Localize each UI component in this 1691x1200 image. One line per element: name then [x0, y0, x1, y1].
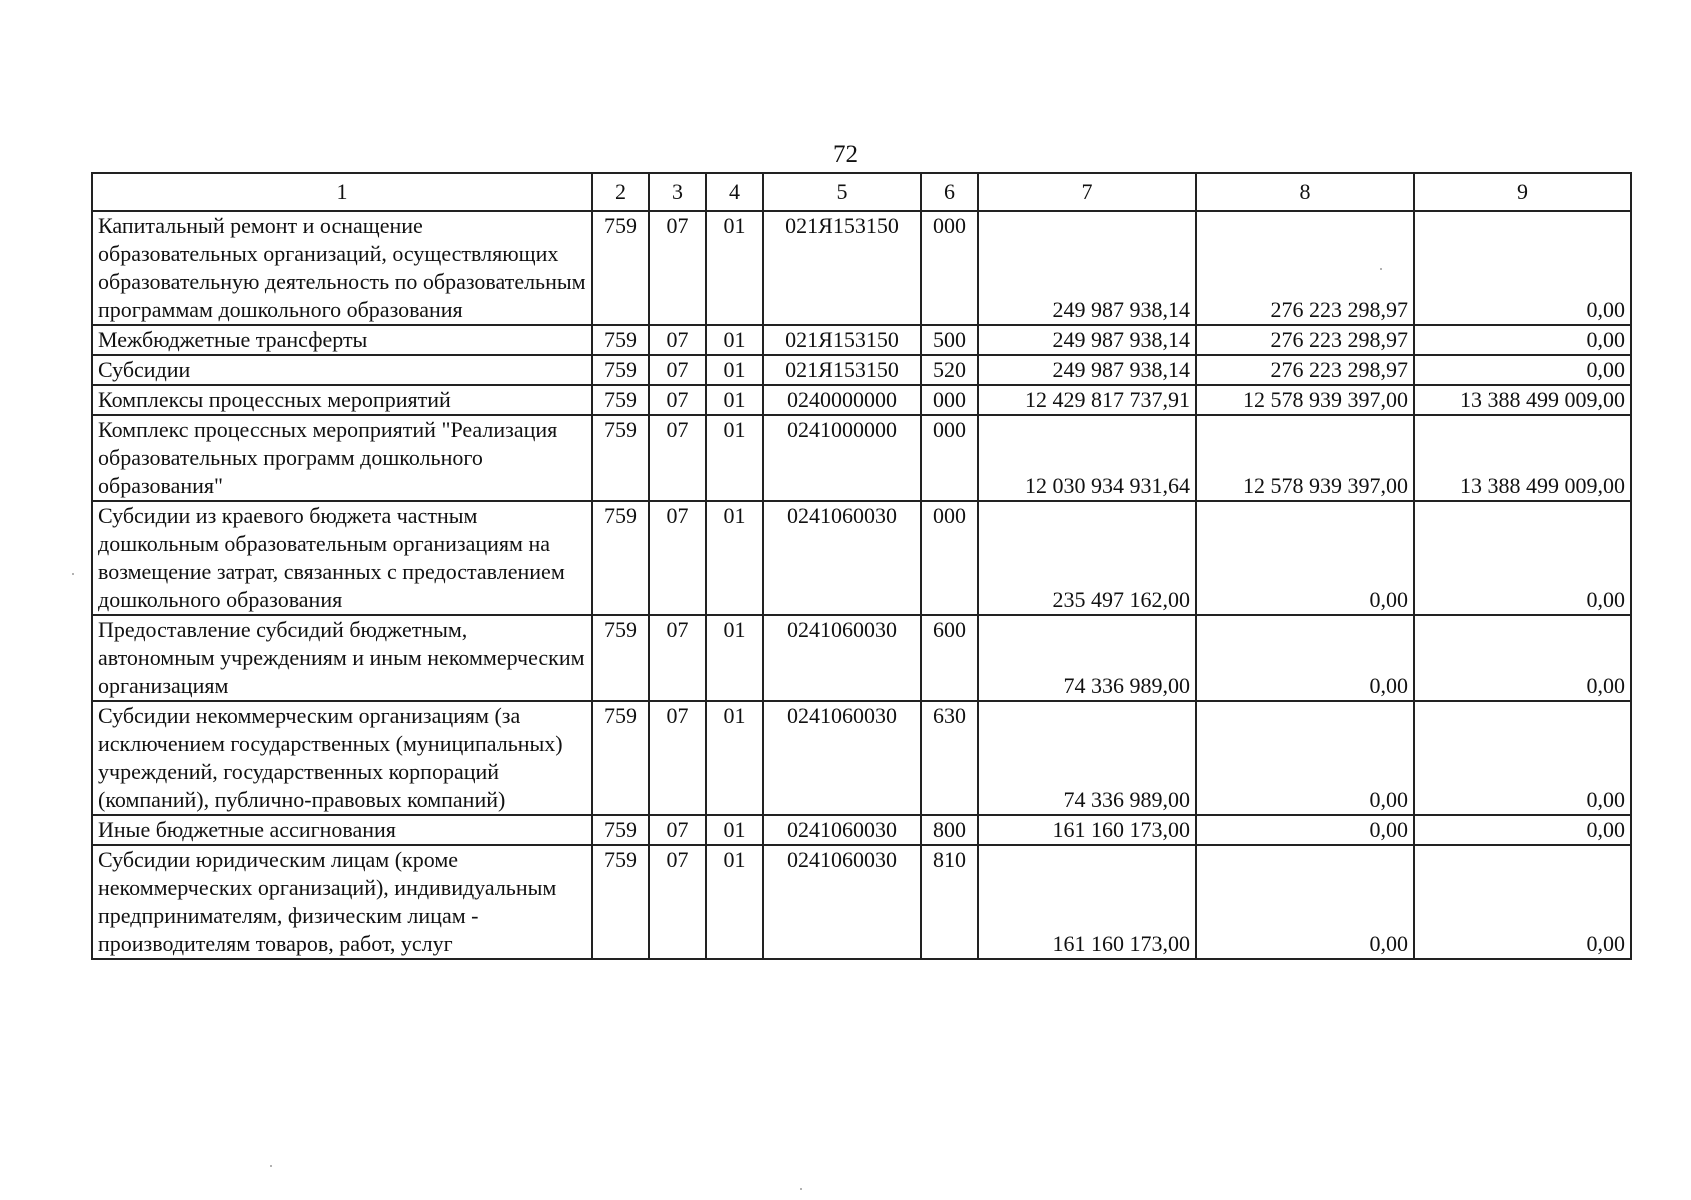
scan-speck [1380, 268, 1382, 270]
code-cell: 021Я153150 [763, 325, 921, 355]
code-cell: 01 [706, 815, 763, 845]
code-cell: 01 [706, 355, 763, 385]
amount-cell: 13 388 499 009,00 [1414, 385, 1631, 415]
table-row [92, 415, 1631, 501]
column-header: 4 [706, 173, 763, 211]
code-cell: 759 [592, 325, 649, 355]
code-cell: 07 [649, 211, 706, 325]
column-header: 9 [1414, 173, 1631, 211]
code-cell: 07 [649, 385, 706, 415]
code-cell: 0241060030 [763, 501, 921, 615]
table-row [92, 845, 1631, 959]
amount-cell: 12 030 934 931,64 [978, 415, 1196, 501]
code-cell: 0241060030 [763, 845, 921, 959]
table-row [92, 385, 1631, 415]
table-body [92, 173, 1631, 959]
amount-cell: 0,00 [1414, 211, 1631, 325]
row-name-cell: Иные бюджетные ассигнования [92, 815, 592, 845]
code-cell: 759 [592, 385, 649, 415]
table-row [92, 355, 1631, 385]
code-cell: 07 [649, 501, 706, 615]
code-cell: 800 [921, 815, 978, 845]
amount-cell: 276 223 298,97 [1196, 325, 1414, 355]
code-cell: 0241060030 [763, 815, 921, 845]
amount-cell: 249 987 938,14 [978, 355, 1196, 385]
code-cell: 021Я153150 [763, 211, 921, 325]
code-cell: 759 [592, 615, 649, 701]
amount-cell: 276 223 298,97 [1196, 211, 1414, 325]
code-cell: 07 [649, 325, 706, 355]
budget-table [91, 172, 1632, 960]
amount-cell: 0,00 [1196, 845, 1414, 959]
code-cell: 600 [921, 615, 978, 701]
code-cell: 759 [592, 501, 649, 615]
code-cell: 01 [706, 325, 763, 355]
amount-cell: 74 336 989,00 [978, 701, 1196, 815]
amount-cell: 249 987 938,14 [978, 211, 1196, 325]
amount-cell: 0,00 [1196, 615, 1414, 701]
amount-cell: 0,00 [1414, 501, 1631, 615]
amount-cell: 161 160 173,00 [978, 845, 1196, 959]
scan-speck [72, 573, 74, 575]
column-header: 8 [1196, 173, 1414, 211]
code-cell: 01 [706, 415, 763, 501]
code-cell: 0241060030 [763, 701, 921, 815]
row-name-cell: Субсидии юридическим лицам (кроме некоммерческих организаций), индивидуальным предпринимателям, физическим лицам - производителям товаров, работ, услуг [92, 845, 592, 959]
code-cell: 01 [706, 615, 763, 701]
code-cell: 01 [706, 211, 763, 325]
table-row [92, 211, 1631, 325]
code-cell: 07 [649, 615, 706, 701]
code-cell: 759 [592, 701, 649, 815]
code-cell: 0241000000 [763, 415, 921, 501]
code-cell: 759 [592, 815, 649, 845]
code-cell: 759 [592, 845, 649, 959]
code-cell: 021Я153150 [763, 355, 921, 385]
row-name-cell: Субсидии из краевого бюджета частным дошкольным образовательным организациям на возмещение затрат, связанных с предоставлением дошкольного образования [92, 501, 592, 615]
code-cell: 000 [921, 415, 978, 501]
code-cell: 07 [649, 845, 706, 959]
amount-cell: 0,00 [1414, 325, 1631, 355]
table-row [92, 325, 1631, 355]
column-header: 6 [921, 173, 978, 211]
row-name-cell: Комплекс процессных мероприятий "Реализация образовательных программ дошкольного образования" [92, 415, 592, 501]
amount-cell: 0,00 [1414, 701, 1631, 815]
column-header: 2 [592, 173, 649, 211]
code-cell: 759 [592, 211, 649, 325]
column-header: 3 [649, 173, 706, 211]
table-row [92, 815, 1631, 845]
page-number: 72 [833, 141, 858, 168]
amount-cell: 0,00 [1414, 845, 1631, 959]
amount-cell: 12 429 817 737,91 [978, 385, 1196, 415]
column-header: 5 [763, 173, 921, 211]
row-name-cell: Предоставление субсидий бюджетным, автономным учреждениям и иным некоммерческим организациям [92, 615, 592, 701]
column-header: 7 [978, 173, 1196, 211]
code-cell: 759 [592, 355, 649, 385]
row-name-cell: Субсидии [92, 355, 592, 385]
code-cell: 07 [649, 701, 706, 815]
amount-cell: 276 223 298,97 [1196, 355, 1414, 385]
code-cell: 01 [706, 385, 763, 415]
amount-cell: 0,00 [1196, 815, 1414, 845]
row-name-cell: Межбюджетные трансферты [92, 325, 592, 355]
scan-speck [800, 1188, 802, 1190]
amount-cell: 161 160 173,00 [978, 815, 1196, 845]
code-cell: 759 [592, 415, 649, 501]
code-cell: 520 [921, 355, 978, 385]
amount-cell: 13 388 499 009,00 [1414, 415, 1631, 501]
amount-cell: 12 578 939 397,00 [1196, 385, 1414, 415]
amount-cell: 74 336 989,00 [978, 615, 1196, 701]
row-name-cell: Комплексы процессных мероприятий [92, 385, 592, 415]
amount-cell: 249 987 938,14 [978, 325, 1196, 355]
amount-cell: 0,00 [1196, 701, 1414, 815]
code-cell: 0240000000 [763, 385, 921, 415]
amount-cell: 0,00 [1414, 815, 1631, 845]
column-number-row [92, 173, 1631, 211]
code-cell: 630 [921, 701, 978, 815]
code-cell: 01 [706, 501, 763, 615]
scan-speck [270, 1165, 272, 1167]
column-header: 1 [92, 173, 592, 211]
amount-cell: 0,00 [1196, 501, 1414, 615]
table-row [92, 701, 1631, 815]
amount-cell: 0,00 [1414, 355, 1631, 385]
row-name-cell: Капитальный ремонт и оснащение образовательных организаций, осуществляющих образовательную деятельность по образовательным программам дошкольного образования [92, 211, 592, 325]
code-cell: 000 [921, 501, 978, 615]
code-cell: 01 [706, 845, 763, 959]
code-cell: 07 [649, 355, 706, 385]
amount-cell: 12 578 939 397,00 [1196, 415, 1414, 501]
code-cell: 07 [649, 815, 706, 845]
table-row [92, 615, 1631, 701]
table-row [92, 501, 1631, 615]
code-cell: 500 [921, 325, 978, 355]
code-cell: 07 [649, 415, 706, 501]
code-cell: 000 [921, 211, 978, 325]
amount-cell: 0,00 [1414, 615, 1631, 701]
amount-cell: 235 497 162,00 [978, 501, 1196, 615]
row-name-cell: Субсидии некоммерческим организациям (за исключением государственных (муниципальных) учреждений, государственных корпораций (компаний), публично-правовых компаний) [92, 701, 592, 815]
code-cell: 01 [706, 701, 763, 815]
code-cell: 0241060030 [763, 615, 921, 701]
code-cell: 000 [921, 385, 978, 415]
code-cell: 810 [921, 845, 978, 959]
